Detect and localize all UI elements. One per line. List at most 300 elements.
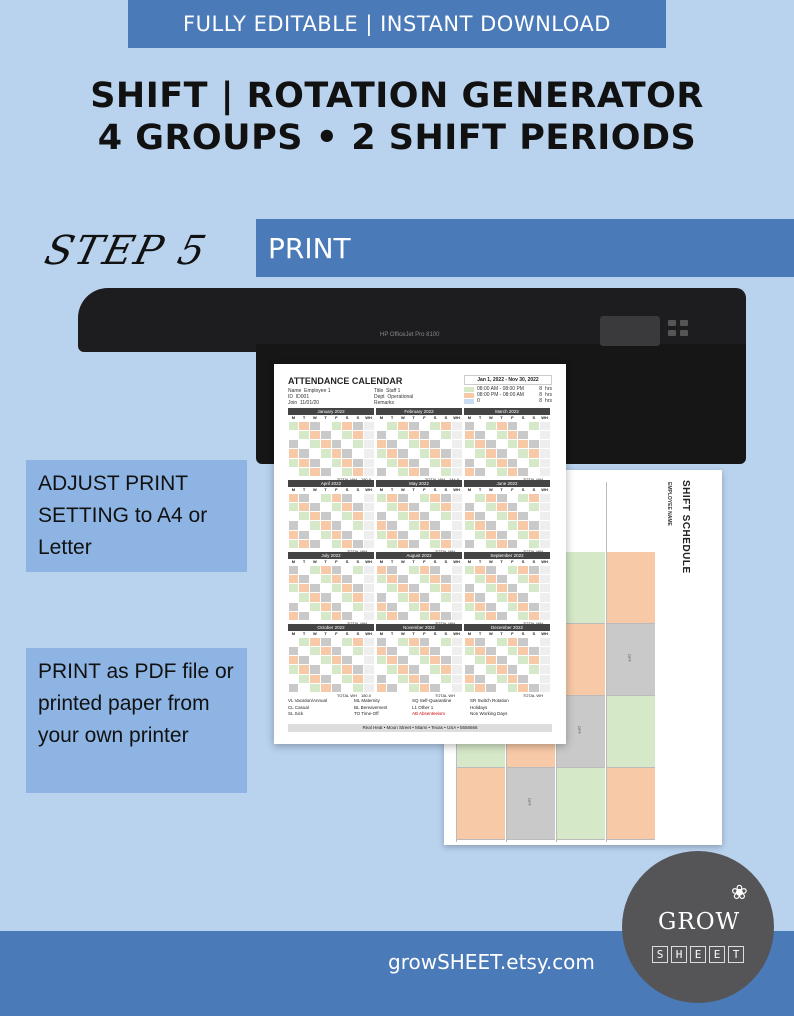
- weekday-header: [464, 559, 550, 565]
- legend-item: BL Bereavement: [354, 704, 388, 710]
- day-cell: [518, 521, 528, 529]
- weekday-label: M: [379, 631, 384, 636]
- day-cell: [430, 521, 440, 529]
- month-name: February 2022: [376, 408, 462, 415]
- day-cell: [430, 540, 440, 548]
- day-cell: [398, 531, 408, 539]
- weekday-header: [376, 631, 462, 637]
- day-cell: [518, 459, 528, 467]
- day-cell: [497, 494, 507, 502]
- day-cell: [299, 675, 309, 683]
- day-cell: [508, 656, 518, 664]
- day-cell: [321, 665, 331, 673]
- day-cell: [364, 494, 374, 502]
- day-cell: [377, 503, 387, 511]
- weekday-label: W: [400, 631, 405, 636]
- attendance-title: ATTENDANCE CALENDAR: [288, 376, 403, 386]
- weekday-label: S: [345, 559, 349, 564]
- weekday-label: M: [467, 487, 472, 492]
- weekday-label: W: [312, 559, 317, 564]
- day-cell: [364, 584, 374, 592]
- week-row: [288, 602, 374, 611]
- weekday-label: F: [423, 559, 426, 564]
- day-cell: [310, 494, 320, 502]
- day-cell: [452, 422, 462, 430]
- day-cell: [518, 647, 528, 655]
- day-cell: [465, 675, 475, 683]
- logo-letter: E: [709, 946, 725, 963]
- day-cell: [420, 656, 430, 664]
- day-cell: [420, 468, 430, 476]
- day-cell: [332, 612, 342, 620]
- weekday-label: S: [521, 631, 525, 636]
- week-row: [288, 502, 374, 511]
- day-cell: [310, 584, 320, 592]
- day-cell: [497, 459, 507, 467]
- day-cell: [398, 521, 408, 529]
- day-cell: [465, 638, 475, 646]
- day-cell: [475, 540, 485, 548]
- day-cell: [377, 603, 387, 611]
- day-cell: [486, 440, 496, 448]
- day-cell: [518, 540, 528, 548]
- schedule-cell: [457, 768, 505, 840]
- day-cell: [518, 440, 528, 448]
- day-cell: [387, 422, 397, 430]
- day-cell: [430, 656, 440, 664]
- week-row: [288, 584, 374, 593]
- day-cell: [377, 566, 387, 574]
- day-cell: [342, 584, 352, 592]
- info-label: Title: [374, 388, 384, 394]
- week-row: [376, 458, 462, 467]
- day-cell: [475, 566, 485, 574]
- schedule-cell: [607, 552, 655, 624]
- day-cell: [398, 675, 408, 683]
- day-cell: [540, 638, 550, 646]
- week-row: [464, 646, 550, 655]
- day-cell: [452, 512, 462, 520]
- day-cell: [321, 540, 331, 548]
- total-label: TOTAL WH: [434, 692, 455, 698]
- week-row: [288, 611, 374, 620]
- weekday-label: S: [532, 415, 536, 420]
- day-cell: [508, 540, 518, 548]
- day-cell: [299, 603, 309, 611]
- weekday-label: W: [488, 487, 493, 492]
- day-cell: [299, 440, 309, 448]
- day-cell: [420, 540, 430, 548]
- day-cell: [289, 449, 299, 457]
- legend-item: TO Time-Off: [354, 711, 379, 716]
- month-name: July 2022: [288, 552, 374, 559]
- day-cell: [452, 665, 462, 673]
- weekday-label: T: [390, 487, 394, 492]
- day-cell: [332, 540, 342, 548]
- weekday-label: T: [500, 487, 503, 492]
- shift-time: 08:00 PM - 08:00 AM: [477, 392, 524, 398]
- day-cell: [377, 684, 387, 692]
- day-cell: [486, 521, 496, 529]
- day-cell: [518, 422, 528, 430]
- day-cell: [332, 512, 342, 520]
- store-url[interactable]: growSHEET.etsy.com: [388, 950, 595, 974]
- day-cell: [321, 468, 331, 476]
- day-cell: [475, 684, 485, 692]
- weekday-label: W: [400, 487, 405, 492]
- day-cell: [508, 603, 518, 611]
- weekday-label: S: [356, 415, 360, 420]
- month-calendar: [464, 552, 550, 627]
- day-cell: [465, 647, 475, 655]
- day-cell: [289, 512, 299, 520]
- day-cell: [420, 459, 430, 467]
- day-cell: [409, 656, 419, 664]
- day-cell: [452, 656, 462, 664]
- day-cell: [364, 521, 374, 529]
- shift-time: 08:00 AM - 08:00 PM: [477, 386, 524, 392]
- day-cell: [342, 468, 352, 476]
- day-cell: [398, 494, 408, 502]
- week-row: [464, 458, 550, 467]
- week-row: [376, 683, 462, 692]
- day-cell: [475, 503, 485, 511]
- week-row: [464, 530, 550, 539]
- weekday-label: W: [312, 487, 317, 492]
- day-cell: [420, 440, 430, 448]
- day-cell: [441, 575, 451, 583]
- day-cell: [420, 531, 430, 539]
- day-cell: [420, 665, 430, 673]
- day-cell: [475, 449, 485, 457]
- month-name: December 2022: [464, 624, 550, 631]
- day-cell: [409, 612, 419, 620]
- weekday-label: M: [291, 559, 296, 564]
- day-cell: [299, 684, 309, 692]
- day-cell: [342, 512, 352, 520]
- day-cell: [398, 684, 408, 692]
- day-cell: [387, 494, 397, 502]
- day-cell: [377, 675, 387, 683]
- day-cell: [540, 566, 550, 574]
- month-name: May 2022: [376, 480, 462, 487]
- weekday-label: T: [478, 487, 482, 492]
- week-row: [376, 611, 462, 620]
- day-cell: [321, 521, 331, 529]
- day-cell: [465, 449, 475, 457]
- day-cell: [321, 566, 331, 574]
- day-cell: [540, 593, 550, 601]
- day-cell: [353, 647, 363, 655]
- day-cell: [441, 503, 451, 511]
- day-cell: [486, 540, 496, 548]
- day-cell: [540, 656, 550, 664]
- day-cell: [518, 603, 528, 611]
- day-cell: [321, 459, 331, 467]
- day-cell: [529, 521, 539, 529]
- day-shift-swatch: [464, 387, 474, 392]
- day-cell: [353, 449, 363, 457]
- day-cell: [420, 494, 430, 502]
- date-range: Jan 1, 2022 - Nov 30, 2022: [464, 375, 552, 385]
- day-cell: [465, 459, 475, 467]
- day-cell: [364, 422, 374, 430]
- day-cell: [441, 656, 451, 664]
- week-row: [464, 467, 550, 476]
- day-cell: [353, 512, 363, 520]
- day-cell: [475, 584, 485, 592]
- day-cell: [377, 459, 387, 467]
- day-cell: [353, 440, 363, 448]
- month-name: November 2022: [376, 624, 462, 631]
- weekday-label: W: [488, 415, 493, 420]
- weekday-header: [376, 559, 462, 565]
- week-row: [288, 421, 374, 430]
- day-cell: [364, 612, 374, 620]
- day-cell: [465, 566, 475, 574]
- weekday-label: S: [521, 415, 525, 420]
- logo-letter: S: [652, 946, 668, 963]
- day-cell: [332, 593, 342, 601]
- day-cell: [321, 440, 331, 448]
- day-cell: [342, 647, 352, 655]
- day-cell: [540, 531, 550, 539]
- day-cell: [430, 566, 440, 574]
- weekday-label: S: [521, 487, 525, 492]
- week-row: [464, 656, 550, 665]
- day-cell: [486, 603, 496, 611]
- legend-item: SR Switch Rotation: [470, 698, 509, 703]
- day-cell: [430, 575, 440, 583]
- day-cell: [342, 665, 352, 673]
- shift-unit: hrs: [545, 392, 552, 398]
- day-cell: [540, 684, 550, 692]
- weekday-label: T: [412, 559, 415, 564]
- day-cell: [430, 647, 440, 655]
- week-row: [288, 530, 374, 539]
- day-cell: [364, 603, 374, 611]
- day-cell: [441, 584, 451, 592]
- info-label: Remarks: [374, 400, 395, 406]
- day-cell: [529, 684, 539, 692]
- day-cell: [486, 656, 496, 664]
- day-cell: [409, 531, 419, 539]
- day-cell: [529, 675, 539, 683]
- month-calendar: [376, 408, 462, 483]
- day-cell: [475, 665, 485, 673]
- day-cell: [529, 665, 539, 673]
- day-cell: [321, 584, 331, 592]
- off-label: OFF: [627, 654, 632, 662]
- day-cell: [289, 566, 299, 574]
- day-cell: [409, 521, 419, 529]
- day-cell: [409, 431, 419, 439]
- printer-button: [668, 330, 676, 336]
- day-cell: [353, 656, 363, 664]
- day-cell: [486, 531, 496, 539]
- day-cell: [342, 494, 352, 502]
- day-cell: [486, 584, 496, 592]
- week-row: [288, 467, 374, 476]
- day-cell: [377, 531, 387, 539]
- day-cell: [289, 665, 299, 673]
- schedule-cell: [507, 768, 555, 840]
- day-cell: [310, 675, 320, 683]
- day-cell: [299, 422, 309, 430]
- day-cell: [332, 422, 342, 430]
- weekday-label: F: [335, 487, 338, 492]
- weekday-label: S: [444, 631, 448, 636]
- day-cell: [342, 675, 352, 683]
- day-cell: [377, 612, 387, 620]
- week-row: [376, 530, 462, 539]
- day-cell: [452, 503, 462, 511]
- week-row: [376, 493, 462, 502]
- day-cell: [342, 603, 352, 611]
- legend-item: VL Vacation/Annual: [288, 698, 328, 703]
- day-cell: [518, 656, 528, 664]
- day-cell: [508, 612, 518, 620]
- day-cell: [310, 647, 320, 655]
- week-row: [288, 665, 374, 674]
- week-row: [288, 449, 374, 458]
- day-cell: [441, 512, 451, 520]
- weekday-header: [464, 631, 550, 637]
- month-calendar: [376, 480, 462, 555]
- weekday-label: S: [444, 559, 448, 564]
- day-cell: [529, 503, 539, 511]
- shift-unit: hrs: [545, 398, 552, 404]
- day-cell: [289, 575, 299, 583]
- day-cell: [430, 638, 440, 646]
- info-value: Staff 1: [386, 388, 401, 394]
- day-cell: [486, 593, 496, 601]
- day-cell: [441, 566, 451, 574]
- legend-item: Holidays: [470, 704, 488, 710]
- week-row: [464, 512, 550, 521]
- day-cell: [409, 449, 419, 457]
- week-row: [288, 656, 374, 665]
- day-cell: [377, 584, 387, 592]
- week-row: [288, 521, 374, 530]
- day-cell: [289, 431, 299, 439]
- shift-hours: 8: [539, 398, 543, 404]
- day-cell: [508, 521, 518, 529]
- week-row: [288, 593, 374, 602]
- day-cell: [332, 449, 342, 457]
- day-cell: [508, 531, 518, 539]
- day-cell: [452, 584, 462, 592]
- day-cell: [508, 638, 518, 646]
- day-cell: [387, 593, 397, 601]
- day-cell: [452, 531, 462, 539]
- day-cell: [497, 575, 507, 583]
- day-cell: [310, 503, 320, 511]
- day-cell: [430, 603, 440, 611]
- day-cell: [398, 431, 408, 439]
- day-cell: [289, 503, 299, 511]
- day-cell: [452, 684, 462, 692]
- day-cell: [475, 647, 485, 655]
- day-cell: [465, 612, 475, 620]
- day-cell: [441, 647, 451, 655]
- day-cell: [452, 647, 462, 655]
- day-cell: [475, 512, 485, 520]
- day-cell: [486, 612, 496, 620]
- day-cell: [321, 422, 331, 430]
- month-calendar: [288, 624, 374, 699]
- month-calendar: [464, 408, 550, 483]
- day-cell: [420, 575, 430, 583]
- day-cell: [353, 638, 363, 646]
- day-cell: [465, 468, 475, 476]
- day-cell: [486, 468, 496, 476]
- day-cell: [409, 647, 419, 655]
- legend-item: L1 Other 1: [412, 704, 434, 710]
- day-cell: [353, 566, 363, 574]
- day-cell: [409, 566, 419, 574]
- day-cell: [486, 638, 496, 646]
- day-cell: [452, 675, 462, 683]
- day-cell: [529, 440, 539, 448]
- week-row: [464, 502, 550, 511]
- day-cell: [398, 468, 408, 476]
- weekday-label: T: [500, 415, 503, 420]
- day-cell: [529, 584, 539, 592]
- day-cell: [497, 638, 507, 646]
- day-cell: [364, 656, 374, 664]
- day-cell: [398, 647, 408, 655]
- day-cell: [377, 656, 387, 664]
- day-cell: [508, 503, 518, 511]
- day-cell: [310, 575, 320, 583]
- day-cell: [441, 603, 451, 611]
- day-cell: [475, 638, 485, 646]
- day-cell: [387, 566, 397, 574]
- day-cell: [540, 503, 550, 511]
- day-cell: [540, 540, 550, 548]
- weekday-label: T: [390, 631, 394, 636]
- day-cell: [508, 684, 518, 692]
- day-cell: [452, 521, 462, 529]
- day-cell: [332, 494, 342, 502]
- day-cell: [475, 675, 485, 683]
- printer-screen: [600, 316, 660, 346]
- week-row: [288, 683, 374, 692]
- day-cell: [409, 603, 419, 611]
- day-cell: [430, 593, 440, 601]
- weekday-label: M: [467, 631, 472, 636]
- day-cell: [465, 494, 475, 502]
- day-cell: [441, 449, 451, 457]
- day-cell: [452, 468, 462, 476]
- day-cell: [299, 575, 309, 583]
- day-cell: [342, 575, 352, 583]
- day-cell: [332, 531, 342, 539]
- day-cell: [387, 440, 397, 448]
- weekday-label: WH: [541, 559, 548, 564]
- weekday-label: S: [521, 559, 525, 564]
- day-cell: [465, 503, 475, 511]
- day-cell: [364, 593, 374, 601]
- day-cell: [420, 675, 430, 683]
- day-cell: [518, 531, 528, 539]
- week-row: [376, 521, 462, 530]
- weekday-label: F: [423, 415, 426, 420]
- weekday-label: T: [324, 631, 327, 636]
- day-cell: [398, 656, 408, 664]
- week-row: [288, 637, 374, 646]
